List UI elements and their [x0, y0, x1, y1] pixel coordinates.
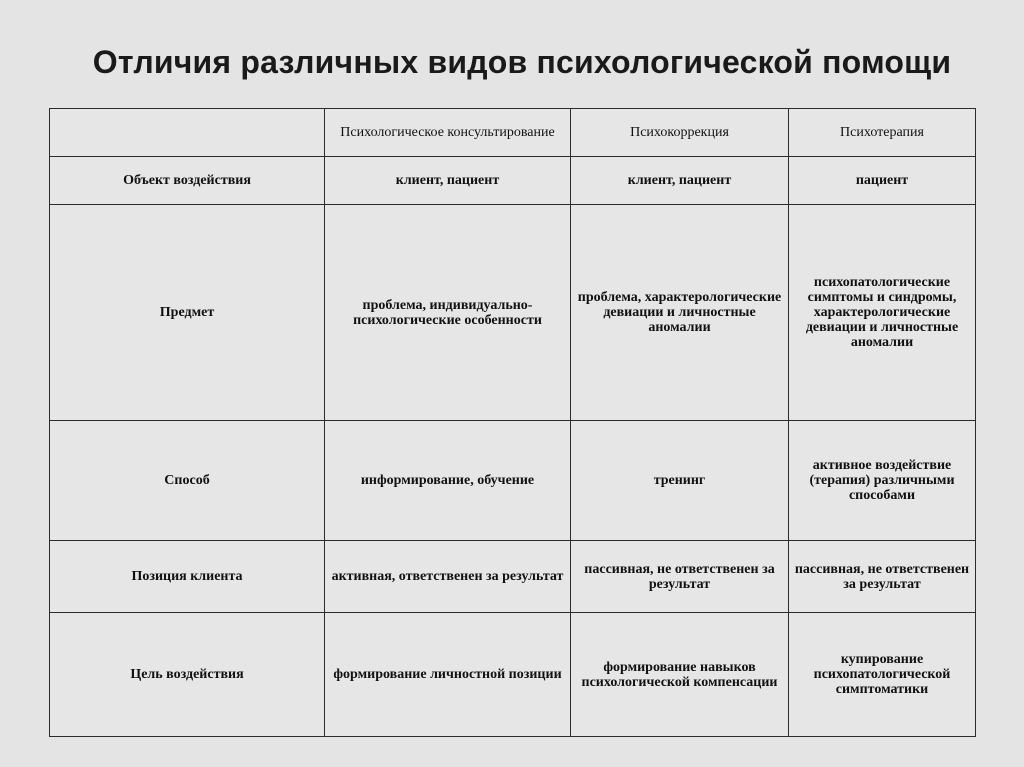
- table-cell: информирование, обучение: [325, 421, 571, 541]
- table-cell: формирование навыков психологической компенсации: [571, 613, 789, 737]
- table-row: [50, 541, 976, 613]
- table-cell: пассивная, не ответственен за результат: [571, 541, 789, 613]
- table-cell: формирование личностной позиции: [325, 613, 571, 737]
- table-cell: проблема, индивидуально-психологические особенности: [325, 205, 571, 421]
- row-label-subject: Предмет: [50, 205, 325, 421]
- row-label-goal: Цель воздействия: [50, 613, 325, 737]
- row-label-method: Способ: [50, 421, 325, 541]
- table-row: [50, 157, 976, 205]
- header-corner-cell: [50, 109, 325, 157]
- table-cell: пассивная, не ответственен за результат: [789, 541, 976, 613]
- table-cell: проблема, характерологические девиации и личностные аномалии: [571, 205, 789, 421]
- table-cell: активное воздействие (терапия) различными способами: [789, 421, 976, 541]
- table-cell: купирование психопатологической симптоматики: [789, 613, 976, 737]
- table-cell: активная, ответственен за результат: [325, 541, 571, 613]
- table-cell: клиент, пациент: [571, 157, 789, 205]
- comparison-table: [49, 108, 976, 737]
- table-row: [50, 421, 976, 541]
- row-label-object: Объект воздействия: [50, 157, 325, 205]
- table-header-row: [50, 109, 976, 157]
- column-header-correction: Психокоррекция: [571, 109, 789, 157]
- row-label-client-position: Позиция клиента: [50, 541, 325, 613]
- table-cell: психопатологические симптомы и синдромы, характерологические девиации и личностные аномалии: [789, 205, 976, 421]
- table-cell: клиент, пациент: [325, 157, 571, 205]
- column-header-consulting: Психологическое консультирование: [325, 109, 571, 157]
- column-header-therapy: Психотерапия: [789, 109, 976, 157]
- slide-title: Отличия различных видов психологической помощи: [92, 44, 952, 80]
- table-row: [50, 613, 976, 737]
- table-row: [50, 205, 976, 421]
- table-cell: тренинг: [571, 421, 789, 541]
- table-cell: пациент: [789, 157, 976, 205]
